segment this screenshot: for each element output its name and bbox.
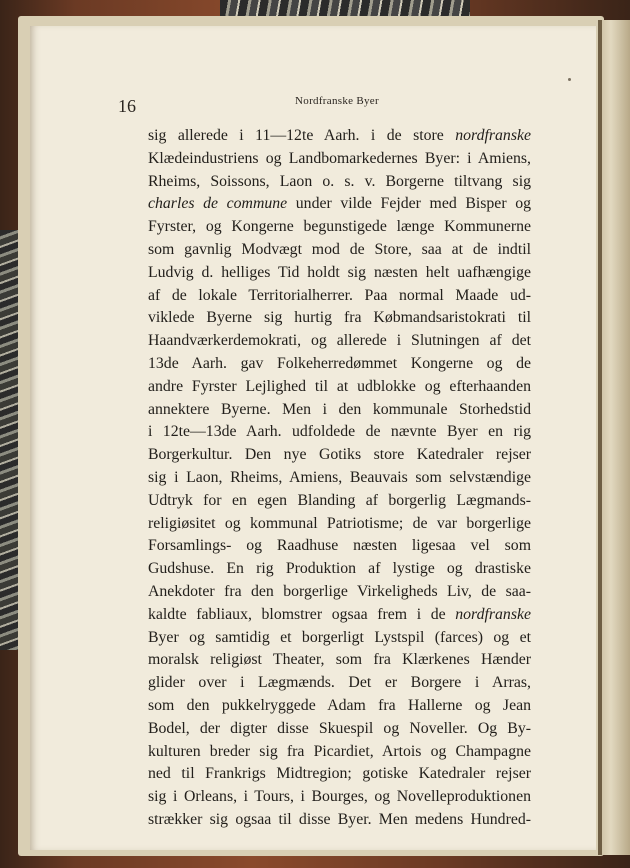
text-line: sig i Laon, Rheims, Amiens, Beauvais som selvstændige bbox=[148, 468, 531, 486]
text-line: viklede Byerne sig hurtig fra Købmandsaristokrati til bbox=[148, 309, 531, 327]
text-line: Gudshuse. En rig Produktion af lystige og drastiske bbox=[148, 560, 531, 578]
text-line: som gavnlig Modvægt mod de Store, saa at de indtil bbox=[148, 240, 531, 258]
text-line: charles de commune under vilde Fejder med Bisper og bbox=[148, 195, 531, 213]
text-line: af de lokale Territorialherrer. Paa normal Maade ud- bbox=[148, 286, 531, 304]
body-text bbox=[148, 125, 531, 832]
text-line: Klædeindustriens og Landbomarkedernes Byer: i Amiens, bbox=[148, 149, 531, 167]
text-line: Anekdoter fra den borgerlige Virkeligheds Liv, de saa- bbox=[148, 582, 531, 600]
text-line: ned til Frankrigs Midtregion; gotiske Katedraler rejser bbox=[148, 765, 531, 783]
text-line: moralsk religiøst Theater, som fra Klærkenes Hænder bbox=[148, 651, 531, 669]
text-line: Forsamlings- og Raadhuse næsten ligesaa vel som bbox=[148, 537, 531, 555]
text-line: religiøsitet og kommunal Patriotisme; de var borgerlige bbox=[148, 514, 531, 532]
text-line: i 12te—13de Aarh. udfoldede de nævnte Byer en rig bbox=[148, 423, 531, 441]
paper-speck bbox=[568, 78, 571, 81]
text-line: kaldte fabliaux, blomstrer ogsaa frem i de nordfranske bbox=[148, 605, 531, 623]
text-line: Bodel, der digter disse Skuespil og Noveller. Og By- bbox=[148, 719, 531, 737]
text-line: 13de Aarh. gav Folkeherredømmet Kongerne og de bbox=[148, 354, 531, 372]
text-line: sig allerede i 11—12te Aarh. i de store nordfranske bbox=[148, 127, 531, 144]
text-line: Rheims, Soissons, Laon o. s. v. Borgerne tiltvang sig bbox=[148, 172, 531, 190]
text-line: Ludvig d. helliges Tid holdt sig næsten helt uafhængige bbox=[148, 263, 531, 281]
text-line: strækker sig ogsaa til disse Byer. Men medens Hundred- bbox=[148, 810, 531, 828]
page-number: 16 bbox=[118, 96, 136, 116]
text-line: Fyrster, og Kongerne begunstigede længe Kommunerne bbox=[148, 218, 531, 236]
text-line: andre Fyrster Lejlighed til at udblokke og efterhaanden bbox=[148, 377, 531, 395]
text-line: Haandværkerdemokrati, og allerede i Slutningen af det bbox=[148, 332, 531, 350]
text-line: Udtryk for en egen Blanding af borgerlig Lægmands- bbox=[148, 491, 531, 509]
text-line: sig i Orleans, i Tours, i Bourges, og Novelleproduktionen bbox=[148, 788, 531, 806]
text-line: Borgerkultur. Den nye Gotiks store Katedraler rejser bbox=[148, 446, 531, 464]
facing-page-edge bbox=[598, 20, 630, 855]
text-line: annektere Byerne. Men i den kommunale Storhedstid bbox=[148, 400, 531, 418]
running-title: Nordfranske Byer bbox=[295, 95, 379, 107]
text-line: kulturen breder sig fra Picardiet, Artois og Champagne bbox=[148, 742, 531, 760]
text-line: Byer og samtidig et borgerligt Lystspil (farces) og et bbox=[148, 628, 531, 646]
text-line: glider over i Lægmænds. Det er Borgere i Arras, bbox=[148, 674, 531, 692]
text-line: som den pukkelryggede Adam fra Hallerne og Jean bbox=[148, 696, 531, 714]
